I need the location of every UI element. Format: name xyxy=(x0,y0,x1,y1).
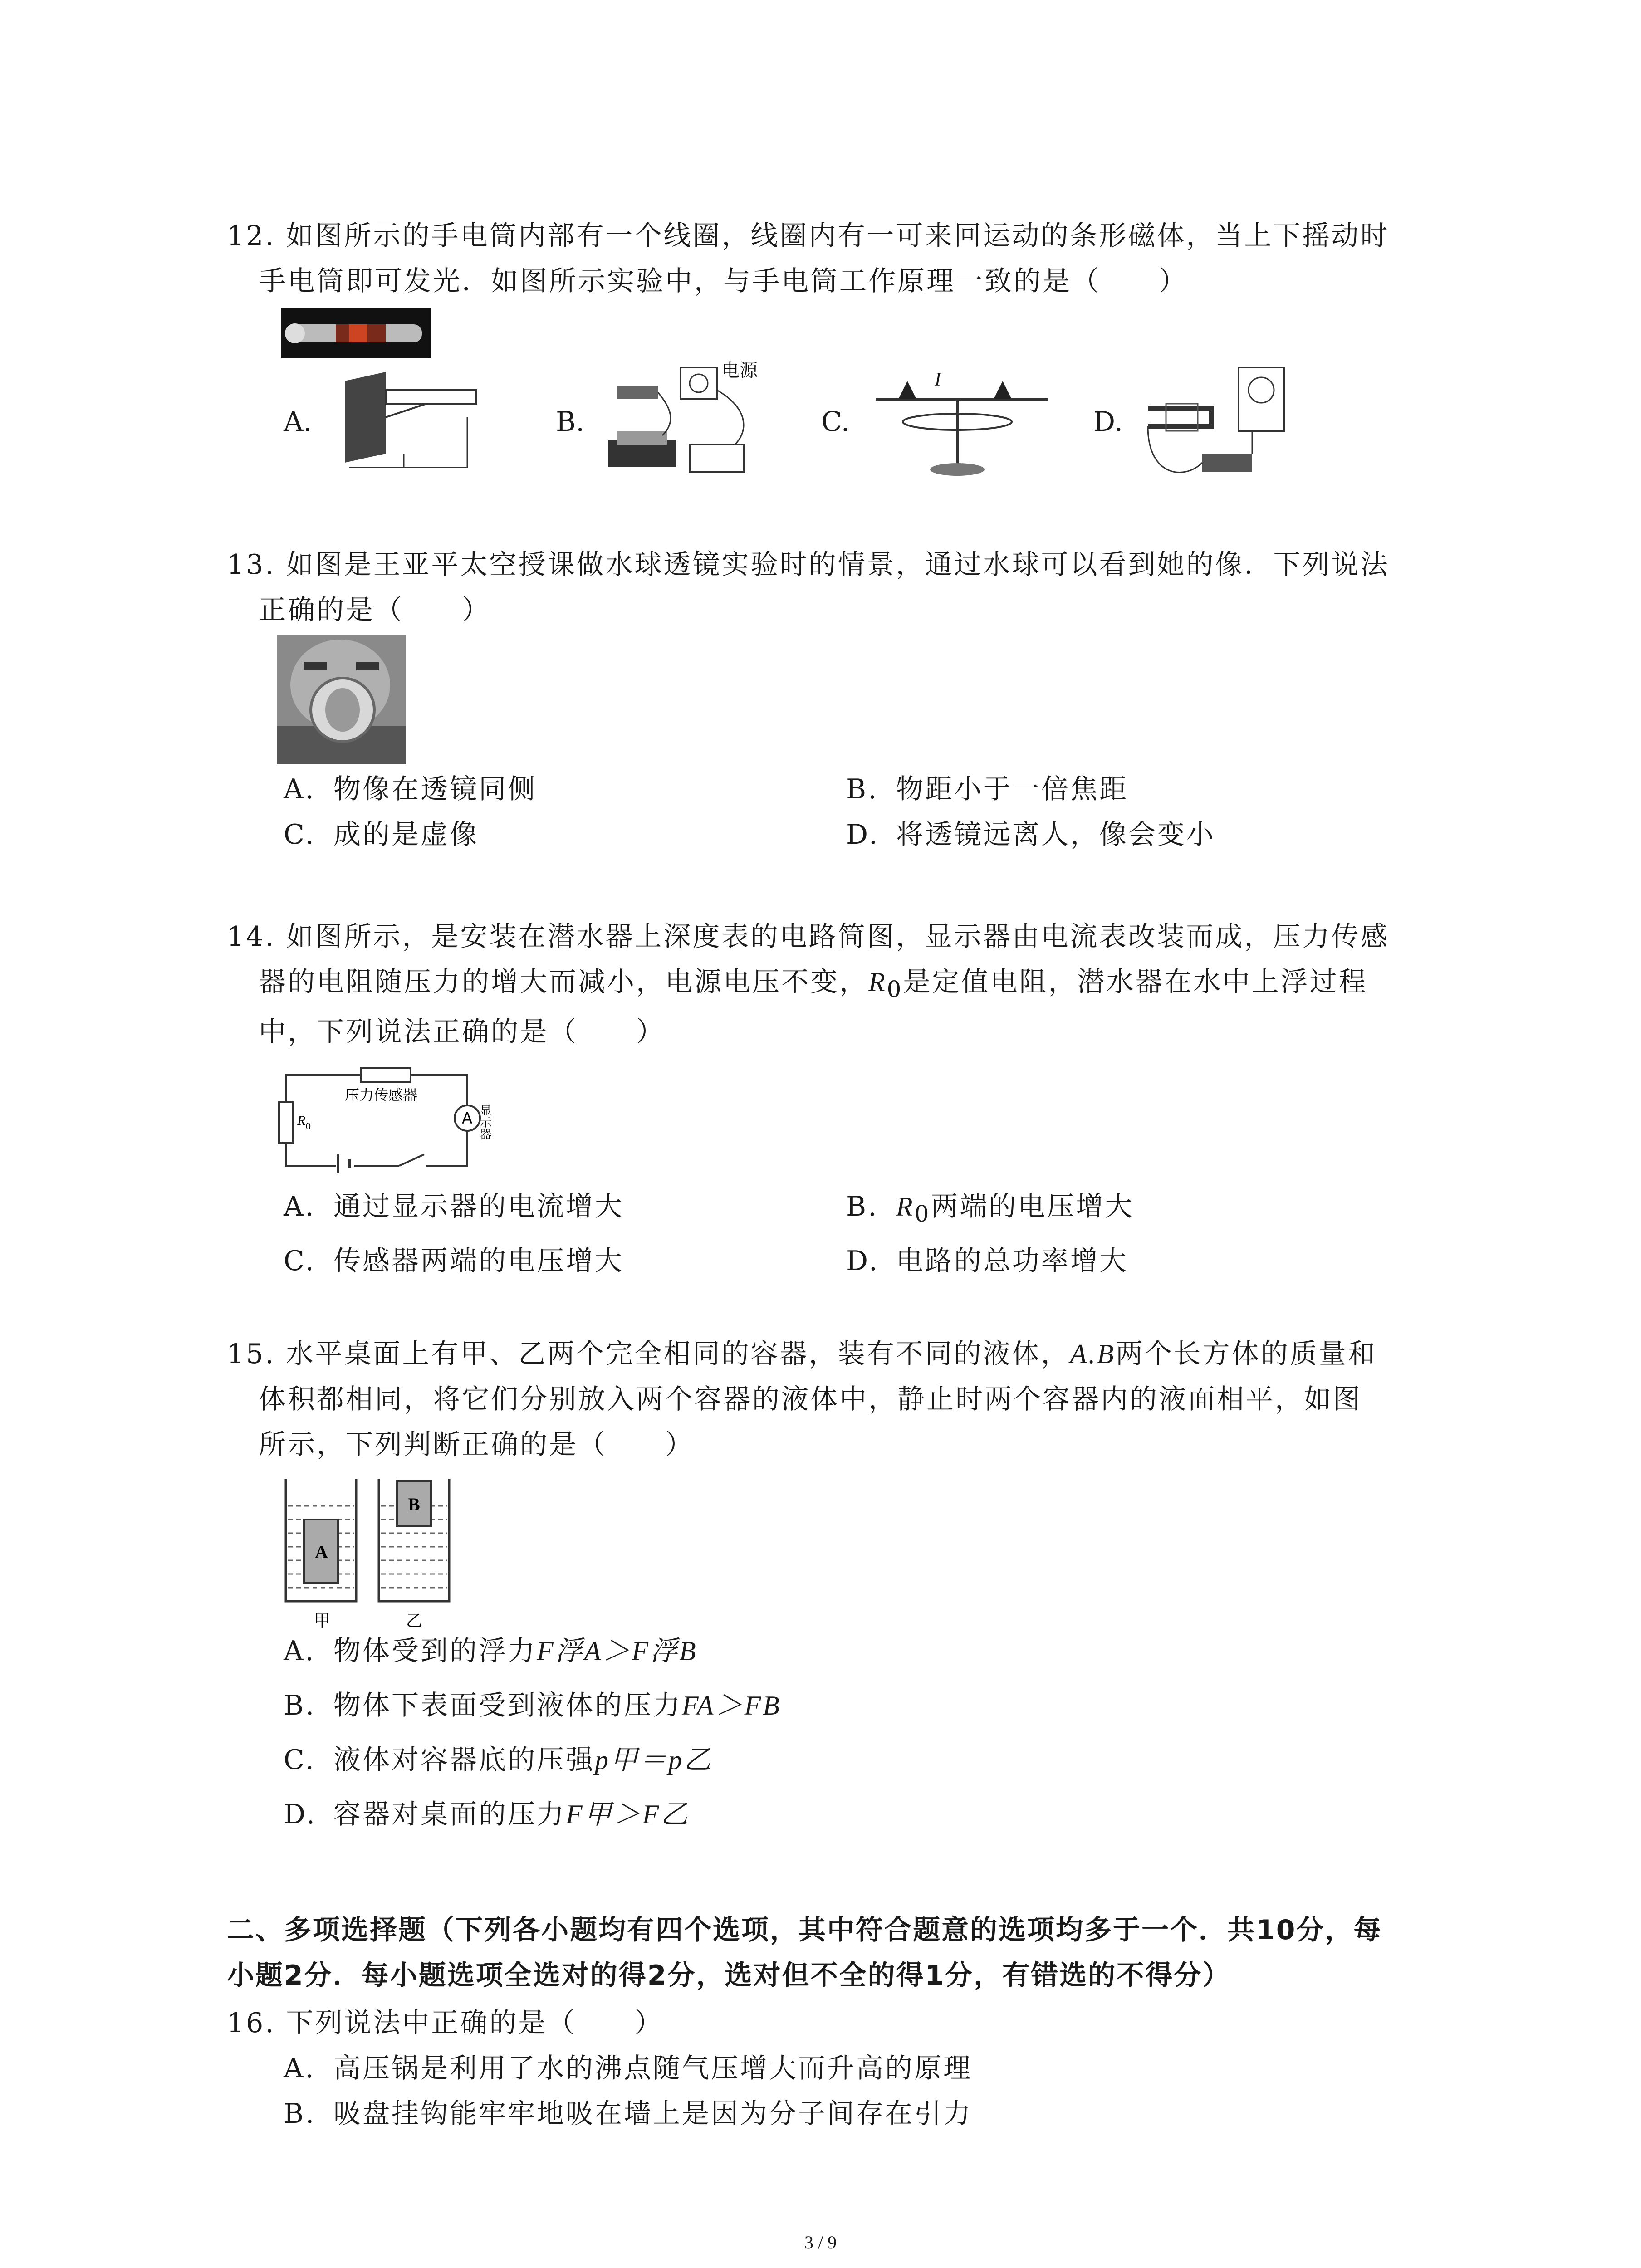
svg-text:0: 0 xyxy=(306,1120,311,1132)
q16-option-a: A. 高压锅是利用了水的沸点随气压增大而升高的原理 xyxy=(284,2053,972,2084)
section2-heading-line1: 二、多项选择题（下列各小题均有四个选项，其中符合题意的选项均多于一个．共10分，每 xyxy=(227,1914,1382,1946)
q15-line3: 所示，下列判断正确的是（ ） xyxy=(259,1429,694,1461)
container-yi-label: 乙 xyxy=(406,1612,423,1630)
q14-line1: 14. 如图所示，是安装在潜水器上深度表的电路简图，显示器由电流表改装而成，压力传感 xyxy=(227,921,1390,953)
q12-figure-d xyxy=(1139,358,1288,490)
q12-option-a: A. xyxy=(284,406,312,438)
q14-option-d: D. 电路的总功率增大 xyxy=(846,1245,1128,1277)
q15-line1: 15. 水平桌面上有甲、乙两个完全相同的容器，装有不同的液体，A.B两个长方体的质量和 xyxy=(227,1338,1377,1370)
q12-option-c: C. xyxy=(821,406,850,438)
block-a-label: A xyxy=(315,1542,328,1562)
q13-line2: 正确的是（ ） xyxy=(259,594,491,626)
q13-option-c: C. 成的是虚像 xyxy=(284,819,479,850)
q14-line2: 器的电阻随压力的增大而减小，电源电压不变，$R_0$是定值电阻，潜水器在水中上浮过程 xyxy=(259,966,1368,1002)
q12-option-b: B. xyxy=(556,406,585,438)
q15-option-b: B. 物体下表面受到液体的压力FA＞FB xyxy=(284,1690,781,1721)
q15-line2: 体积都相同，将它们分别放入两个容器的液体中，静止时两个容器内的液面相平，如图 xyxy=(259,1383,1362,1415)
page-number: 3 / 9 xyxy=(804,2232,837,2253)
q14-option-c: C. 传感器两端的电压增大 xyxy=(284,1245,624,1277)
current-label: I xyxy=(935,369,941,390)
pressure-sensor-label: 压力传感器 xyxy=(345,1086,418,1104)
q14-line3: 中，下列说法正确的是（ ） xyxy=(259,1016,665,1048)
section2-heading-line2: 小题2分．每小题选项全选对的得2分，选对但不全的得1分，有错选的不得分） xyxy=(227,1960,1231,1991)
r0-fig-label: R xyxy=(297,1113,306,1128)
q15-containers-figure xyxy=(277,1474,458,1637)
q13-line1: 13. 如图是王亚平太空授课做水球透镜实验时的情景，通过水球可以看到她的像．下列说法 xyxy=(227,549,1390,581)
flashlight-image xyxy=(281,308,431,358)
q15-option-a: A. 物体受到的浮力F浮A＞F浮B xyxy=(284,1635,698,1667)
q12-option-d: D. xyxy=(1093,406,1123,438)
q15-option-d: D. 容器对桌面的压力F甲＞F乙 xyxy=(284,1799,690,1830)
q14-option-b: B. $R_0$两端的电压增大 xyxy=(846,1191,1134,1227)
q16-option-b: B. 吸盘挂钩能牢牢地吸在墙上是因为分子间存在引力 xyxy=(284,2098,972,2130)
q14-circuit-diagram xyxy=(277,1061,522,1175)
q12-line1: 12. 如图所示的手电筒内部有一个线圈，线圈内有一可来回运动的条形磁体，当上下摇动时 xyxy=(227,220,1390,252)
q13-option-b: B. 物距小于一倍焦距 xyxy=(846,773,1128,805)
container-jia-label: 甲 xyxy=(314,1612,331,1630)
q14-option-a: A. 通过显示器的电流增大 xyxy=(284,1191,624,1222)
power-label: 电源 xyxy=(721,360,758,381)
water-ball-photo xyxy=(277,635,406,764)
q13-option-a: A. 物像在透镜同侧 xyxy=(284,773,537,805)
q15-option-c: C. 液体对容器底的压强p甲＝p乙 xyxy=(284,1744,713,1776)
display-label: 显示器 xyxy=(478,1105,491,1140)
block-b-label: B xyxy=(408,1494,420,1515)
q12-figure-c xyxy=(867,363,1057,485)
q13-option-d: D. 将透镜远离人，像会变小 xyxy=(846,819,1215,850)
q12-line2: 手电筒即可发光．如图所示实验中，与手电筒工作原理一致的是（ ） xyxy=(259,265,1188,297)
q12-figure-a xyxy=(336,363,485,481)
ammeter-label: A xyxy=(462,1110,473,1128)
q16-line1: 16. 下列说法中正确的是（ ） xyxy=(227,2007,664,2039)
q12-figure-b xyxy=(599,358,771,485)
